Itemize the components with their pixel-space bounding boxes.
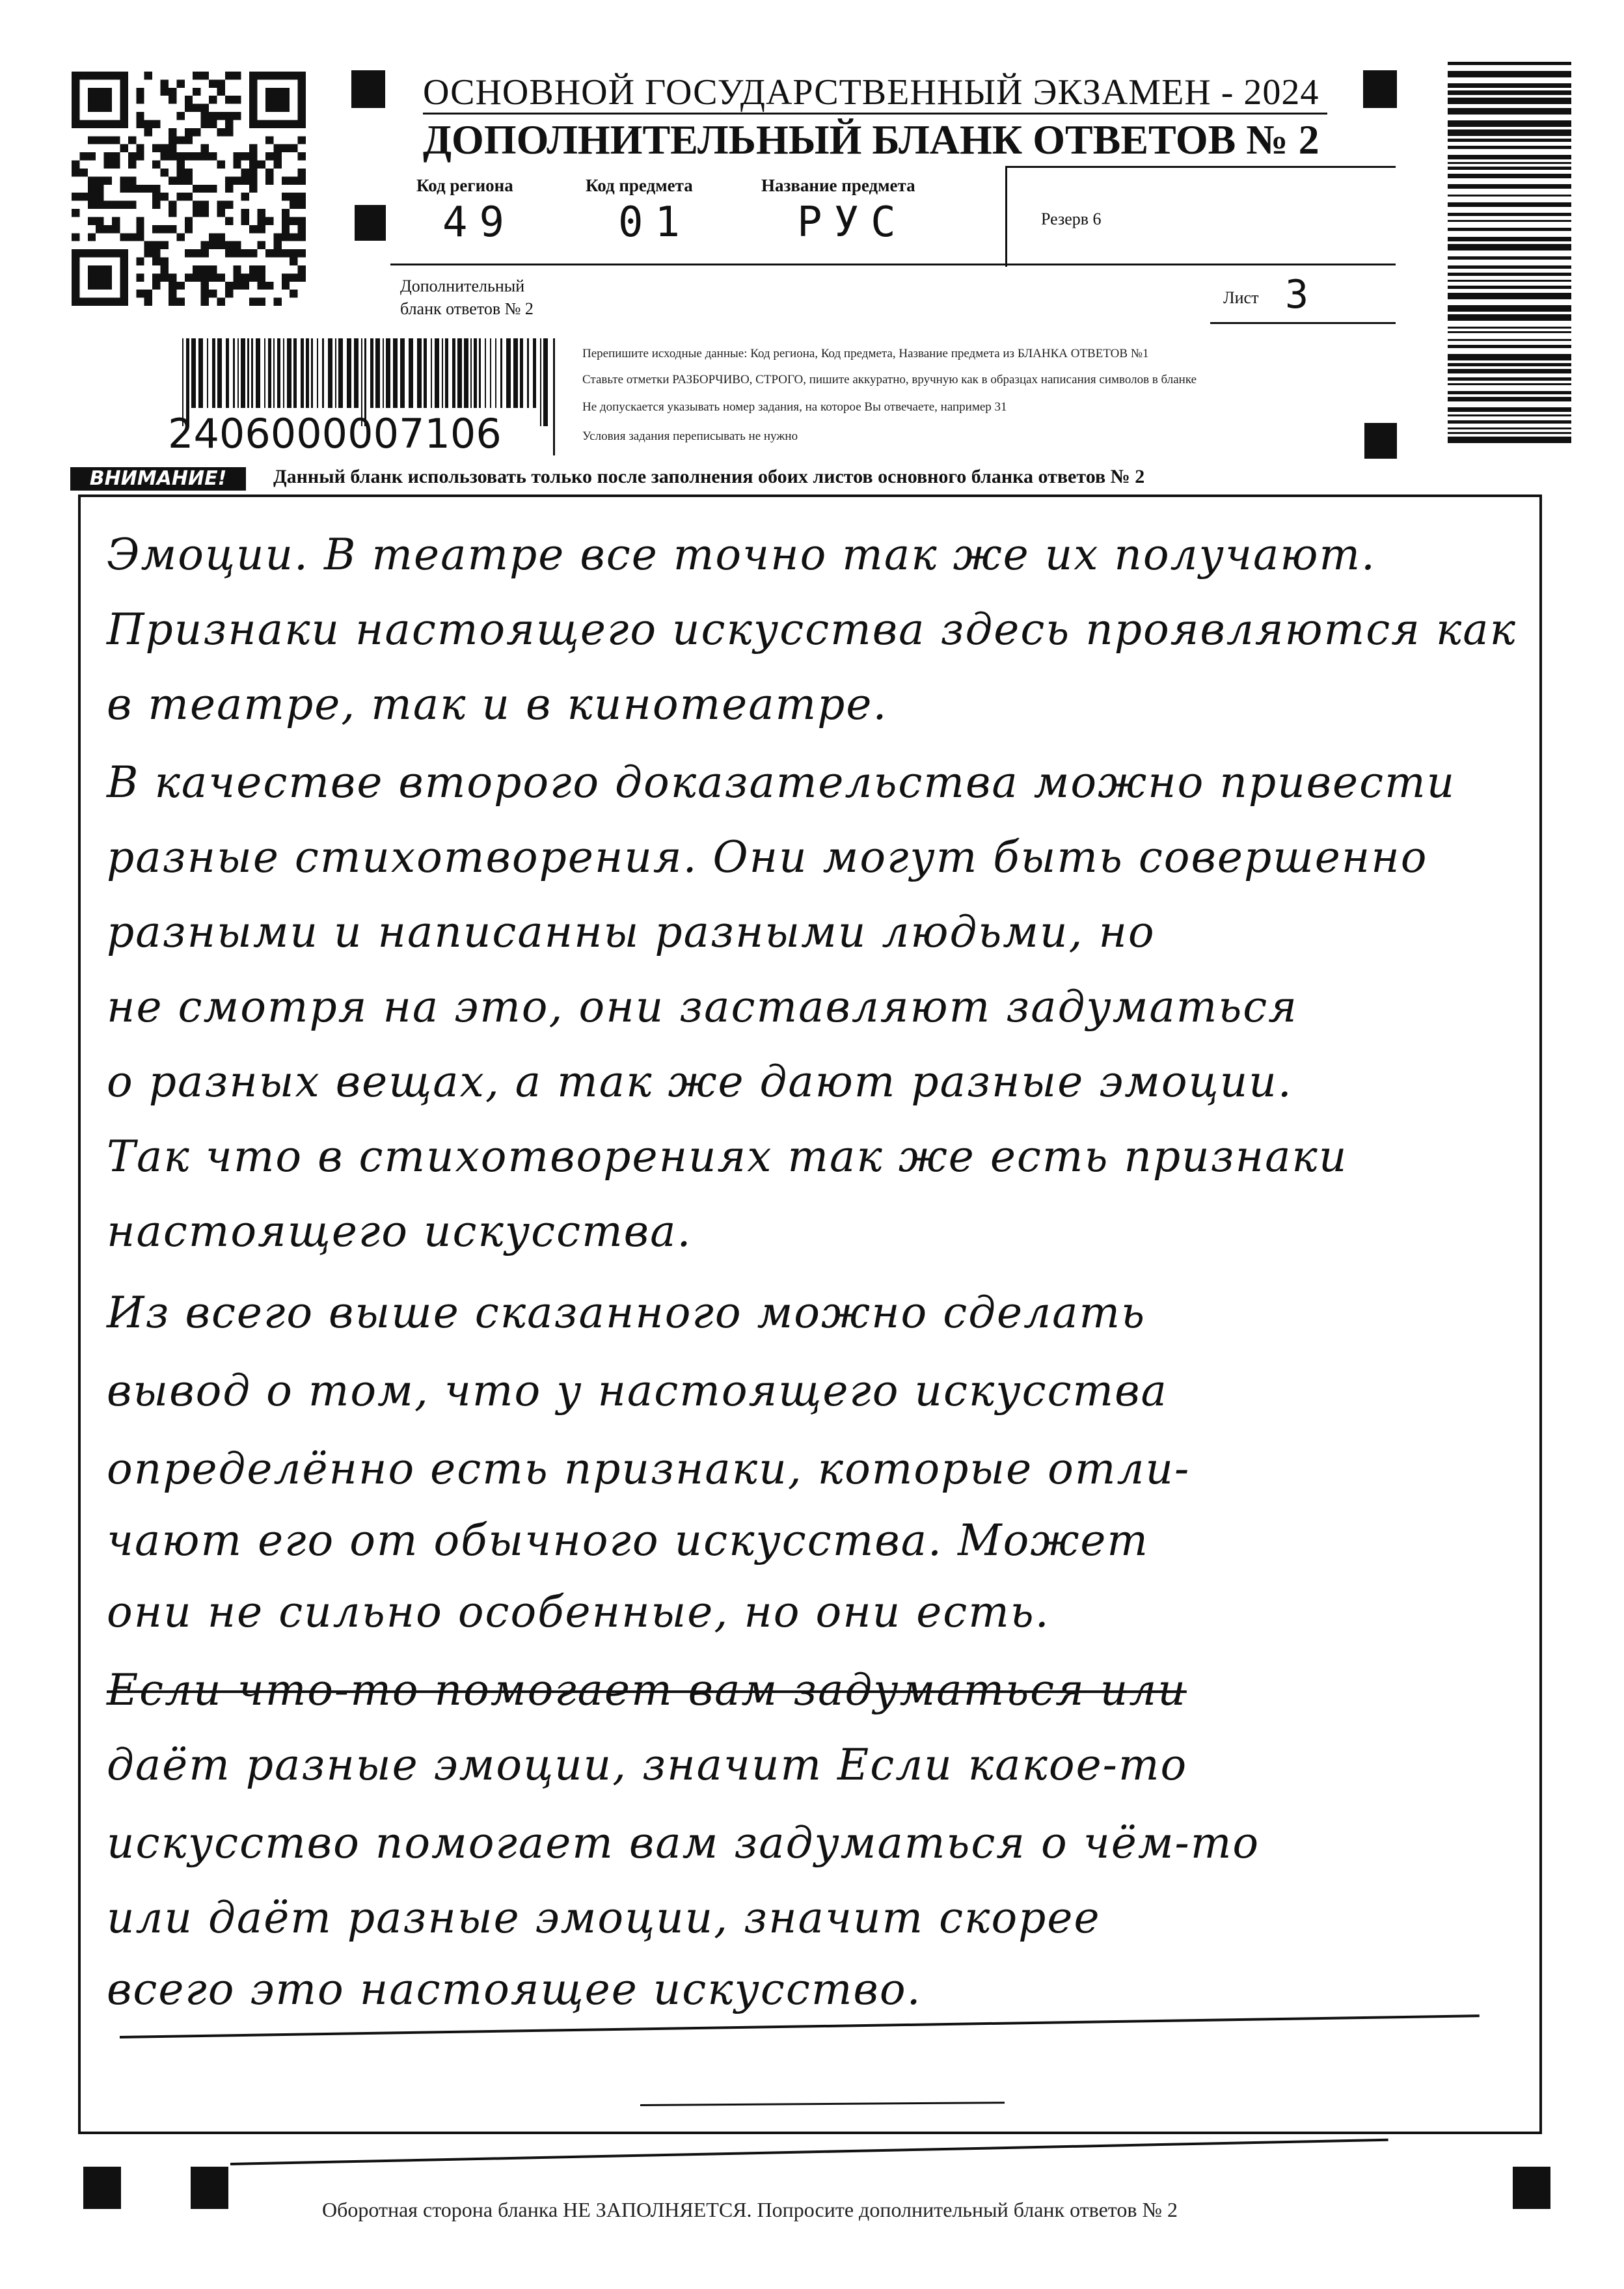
warning-text: Данный бланк использовать только после заполнения обоих листов основного бланка ответов № 2 (273, 466, 1145, 487)
alignment-marker-mid-right (1364, 423, 1397, 459)
subject-code-label: Код предмета (586, 176, 693, 195)
handwritten-line: они не сильно особенные, но они есть. (107, 1587, 1050, 1637)
warning-badge: ВНИМАНИЕ! (70, 467, 246, 491)
instruction-line: Условия задания переписывать не нужно (582, 429, 798, 443)
subject-name-field[interactable]: РУС (797, 198, 908, 247)
barcode-number: 2406000007106 (168, 410, 502, 457)
handwritten-line: всего это настоящее искусство. (107, 1964, 922, 2014)
sheet-type-label: Дополнительный (400, 277, 525, 295)
alignment-marker-top-left (351, 70, 385, 108)
alignment-marker-bottom-right (1513, 2167, 1550, 2209)
subject-code-field[interactable]: 01 (618, 198, 692, 247)
handwritten-line: о разных вещах, а так же дают разные эмоции. (107, 1057, 1293, 1107)
instruction-line: Перепишите исходные данные: Код региона, Код предмета, Название предмета из БЛАНКА ОТВЕТОВ №1 (582, 347, 1149, 360)
alignment-marker-bottom-1 (83, 2167, 121, 2209)
exam-title: ОСНОВНОЙ ГОСУДАРСТВЕННЫЙ ЭКЗАМЕН - 2024 (423, 72, 1320, 113)
region-code-field[interactable]: 49 (442, 198, 517, 247)
answer-area[interactable] (78, 494, 1542, 2134)
closing-stroke (230, 2139, 1388, 2165)
fields-divider (1005, 166, 1007, 267)
handwritten-line: разные стихотворения. Они могут быть совершенно (107, 832, 1428, 882)
sheet-number-label: Лист (1223, 288, 1259, 307)
handwritten-line: в театре, так и в кинотеатре. (107, 679, 888, 729)
fields-top-rule (1005, 166, 1396, 168)
closing-stroke (640, 2102, 1005, 2106)
title-divider (423, 113, 1327, 115)
alignment-marker-bottom-2 (191, 2167, 228, 2209)
qr-code (72, 72, 306, 306)
region-code-label: Код региона (416, 176, 513, 195)
handwritten-line: искусство помогает вам задуматься о чём-то (107, 1818, 1260, 1868)
sheet-number-rule (1210, 322, 1396, 324)
sheet-type-label-2: бланк ответов № 2 (400, 299, 534, 318)
instruction-line: Ставьте отметки РАЗБОРЧИВО, СТРОГО, пишите аккуратно, вручную как в образцах написания символов в бланке (582, 373, 1197, 386)
alignment-marker-top-right (1363, 70, 1397, 108)
instruction-line: Не допускается указывать номер задания, на которое Вы отвечаете, например 31 (582, 400, 1007, 414)
handwritten-line: или даёт разные эмоции, значит скорее (107, 1893, 1101, 1943)
handwritten-line: разными и написанны разными людьми, но (107, 907, 1156, 957)
footer-note: Оборотная сторона бланка НЕ ЗАПОЛНЯЕТСЯ. Попросите дополнительный бланк ответов № 2 (322, 2198, 1178, 2221)
sheet-number-field[interactable]: 3 (1285, 272, 1321, 318)
fields-bottom-rule (390, 264, 1396, 265)
handwritten-line: настоящего искусства. (107, 1206, 692, 1256)
handwritten-line: даёт разные эмоции, значит Если какое-то (107, 1740, 1188, 1790)
closing-stroke (120, 2014, 1480, 2038)
handwritten-line: чают его от обычного искусства. Может (107, 1515, 1149, 1565)
handwritten-line: Из всего выше сказанного можно сделать (107, 1288, 1146, 1338)
subject-name-label: Название предмета (761, 176, 915, 195)
handwritten-line: не смотря на это, они заставляют задуматься (107, 982, 1298, 1032)
handwritten-line: Так что в стихотворениях так же есть признаки (107, 1131, 1348, 1182)
handwritten-line: вывод о том, что у настоящего искусства (107, 1366, 1168, 1416)
handwritten-line: определённо есть признаки, которые отли- (107, 1444, 1191, 1494)
sheet-title: ДОПОЛНИТЕЛЬНЫЙ БЛАНК ОТВЕТОВ № 2 (423, 116, 1320, 163)
handwritten-line-struck: Если что-то помогает вам задуматься или (107, 1665, 1187, 1715)
handwritten-line: В качестве второго доказательства можно привести (107, 757, 1456, 807)
barcode-frame-right (553, 338, 555, 455)
barcode-vertical (1448, 62, 1571, 446)
handwritten-line: Эмоции. В театре все точно так же их получают. (107, 530, 1377, 580)
handwritten-line: Признаки настоящего искусства здесь проявляются как (107, 604, 1517, 655)
reserve-label: Резерв 6 (1041, 210, 1102, 228)
alignment-marker-mid-left (355, 205, 386, 241)
